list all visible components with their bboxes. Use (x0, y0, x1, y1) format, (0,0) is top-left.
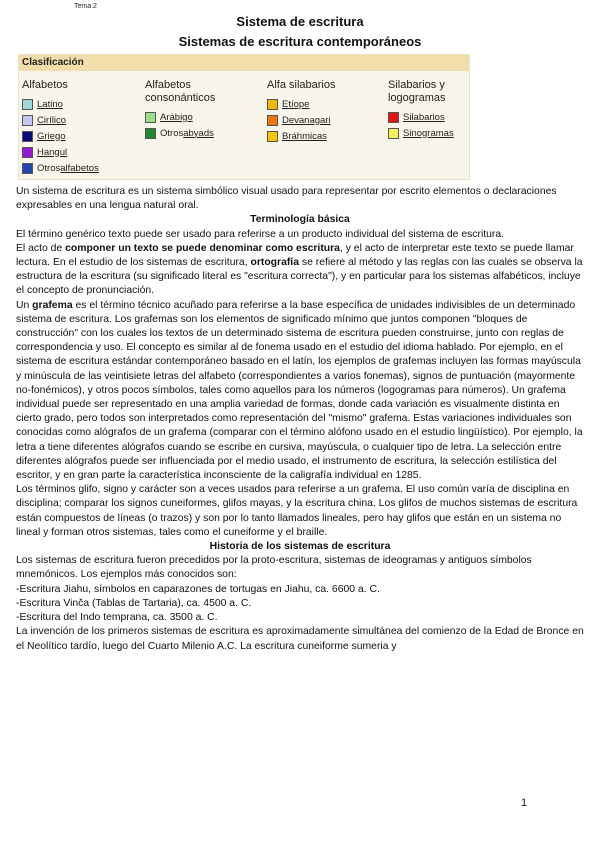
color-swatch (267, 115, 278, 126)
color-swatch (22, 163, 33, 174)
list-item: -Escritura Jiahu, símbolos en caparazones de tortugas en Jiahu, ca. 6600 a. C. (16, 583, 380, 595)
topic-label: Tema 2 (74, 3, 97, 10)
classification-header: Clasificación (19, 55, 469, 71)
legend-item-otros-alfabetos[interactable]: Otros alfabetos (22, 160, 99, 176)
legend-item-silabarios[interactable]: Silabarios (388, 109, 454, 125)
color-swatch (267, 99, 278, 110)
section-heading-terminology: Terminología básica (250, 214, 350, 226)
color-swatch (22, 115, 33, 126)
legend-item-etiope[interactable]: Etíope (267, 96, 335, 112)
classification-table (18, 54, 470, 180)
paragraph: Los términos glifo, signo y carácter son a veces usados para referirse a un grafema. El uso común varía de disciplina en disciplina; comparar los signos cuneiformes, glifos mayas, y la escritura china. Los glifos de muchos sistemas de escritura están compuestos de líneas (o trazos) y son por lo tanto llamados lineales, pero hay glifos que están en un sistema no lineal y forman otros sistemas, tales como el cuneiforme y el braille. (16, 484, 578, 538)
legend-item-devanagari[interactable]: Devanagari (267, 112, 335, 128)
column-syllabaries (388, 79, 454, 141)
color-swatch (22, 131, 33, 142)
legend-item-latino[interactable]: Latino (22, 96, 99, 112)
legend-item-griego[interactable]: Griego (22, 128, 99, 144)
color-swatch (388, 112, 399, 123)
column-heading: Silabarios y logogramas (388, 79, 446, 104)
legend-item-hangul[interactable]: Hangul (22, 144, 99, 160)
color-swatch (145, 128, 156, 139)
color-swatch (22, 147, 33, 158)
document-body (16, 185, 584, 654)
list-item: -Escritura del Indo temprana, ca. 3500 a. C. (16, 612, 218, 624)
column-heading: Alfabetos (22, 79, 68, 91)
legend-item-otros-abyads[interactable]: Otros abyads (145, 125, 215, 141)
paragraph: Los sistemas de escritura fueron precedidos por la proto-escritura, sistemas de ideogramas y antiguos símbolos mnemónicos. Los ejemplos más conocidos son: (16, 555, 532, 581)
color-swatch (267, 131, 278, 142)
legend-item-brahmicas[interactable]: Bráhmicas (267, 128, 335, 144)
paragraph: La invención de los primeros sistemas de escritura es aproximadamente simultánea del comienzo de la Edad de Bronce en el Neolítico tardío, luego del Cuarto Milenio A.C. La escritura cuneiforme sumeria y (16, 626, 584, 652)
section-heading-history: Historia de los sistemas de escritura (209, 541, 391, 553)
intro-paragraph: Un sistema de escritura es un sistema simbólico visual usado para representar por escrito elementos o declaraciones expresables en una lengua natural oral. (16, 186, 557, 212)
color-swatch (145, 112, 156, 123)
list-item: -Escritura Vinča (Tablas de Tartaria), ca. 4500 a. C. (16, 597, 252, 609)
column-abugidas (267, 79, 335, 144)
document-subtitle: Sistemas de escritura contemporáneos (178, 34, 422, 49)
color-swatch (388, 128, 399, 139)
document-title: Sistema de escritura (236, 14, 364, 29)
color-swatch (22, 99, 33, 110)
column-heading: Alfabetos consonánticos (145, 79, 216, 104)
legend-item-sinogramas[interactable]: Sinogramas (388, 125, 454, 141)
page-number: 1 (521, 797, 528, 809)
column-abjads (145, 79, 215, 141)
paragraph: Un grafema es el término técnico acuñado para referirse a la base específica de unidades indivisibles de un determinado sistema de escritura. Los grafemas son los elementos de significado mínimo que juntos componen "bloques de construcción" con los cuales los textos de un determinado sistema de escritura pueden construirse, junto con reglas de correspondencia y uso. El concepto es similar al de fonema usado en el estudio del idioma hablado. Por ejemplo, en el sistema de escritura estándar contemporáneo basado en el latín, los ejemplos de grafemas incluyen las formas mayúscula y minúscula de las veintisiete letras del alfabeto (correspondientes a varios fonemas), signos de puntuación (mayormente no-fonémicos), y otros pocos símbolos, tales como aquellos para los números (logogramas para números). Un grafema individual puede ser representado en una amplia variedad de formas, donde cada variación es visualmente distinta en cierto grado, pero todos son interpretados como representación del "mismo" grafema. Estas variaciones individuales son conocidas como alógrafos de un grafema (comparar con el término alófono usado en el estudio lingüístico). Por ejemplo, la letra a tiene diferentes alógrafos cuando se escribe en cursiva, mayúscula, o cualquier tipo de letra. La selección entre diferentes alógrafos puede ser influenciada por el medio usado, el instrumento de escritura, la selección estilística del escritor, y en gran parte la característica inconsciente de la caligrafía individual en 1285. (16, 299, 583, 482)
column-alphabets (22, 79, 99, 176)
paragraph: El término genérico texto puede ser usado para referirse a un producto individual del sistema de escritura. (16, 228, 505, 240)
column-heading: Alfa silabarios (267, 79, 336, 91)
paragraph: El acto de componer un texto se puede denominar como escritura, y el acto de interpretar este texto se puede llamar lectura. En el estudio de los sistemas de escritura, ortografía se refiere al método y las reglas con las cuales se observa la estructura de la escritura (su significado literal es "escritura correcta"), y en particular para los sistemas alfabéticos, incluye el concepto de pronunciación. (16, 242, 583, 297)
legend-item-cirilico[interactable]: Cirílico (22, 112, 99, 128)
legend-item-arabigo[interactable]: Arábigo (145, 109, 215, 125)
